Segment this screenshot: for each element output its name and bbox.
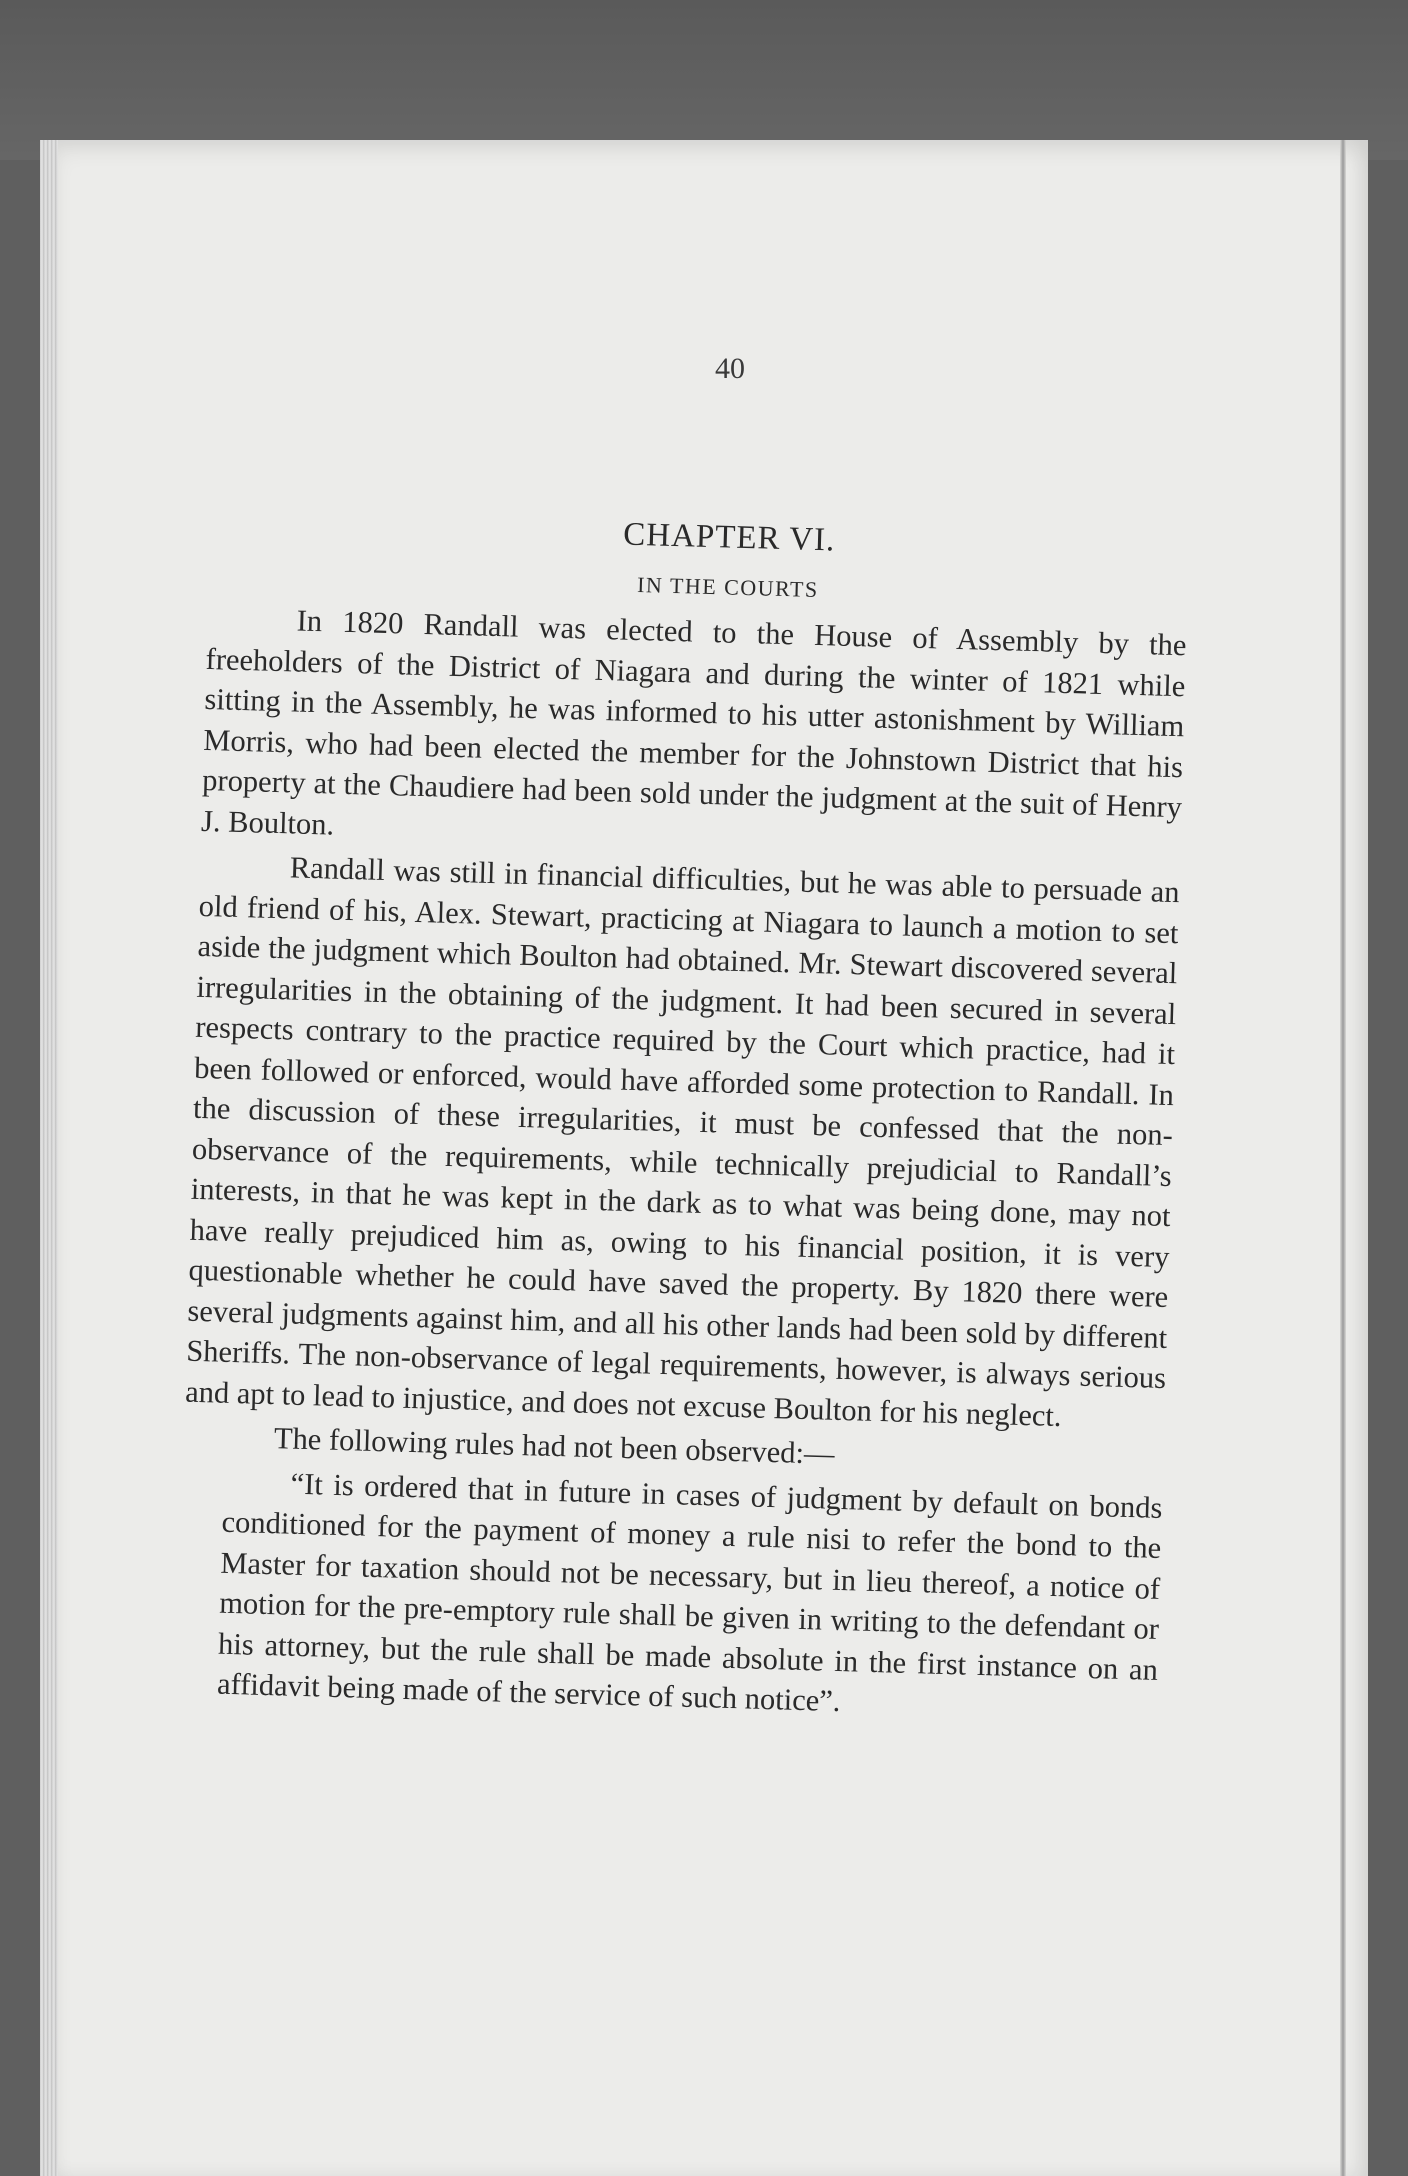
scan-background: [0, 0, 1408, 160]
chapter-title: CHAPTER VI.: [622, 516, 836, 559]
page-number: 40: [715, 352, 745, 385]
chapter-subtitle: IN THE COURTS: [636, 571, 820, 603]
paragraph: In 1820 Randall was elected to the House of Assembly by the freeholders of the District of Niagara and during the winter of 1821 while sitting in the Assembly, he was informed to his utter astonishment by William Morris, who had been elected the member for the Johnstown District that his property at the Chaudiere had been sold under the judgment at the suit of Henry J. Boulton.: [200, 603, 1187, 842]
paragraph: Randall was still in financial difficulties, but he was able to persuade an old friend of his, Alex. Stewart, practicing at Niagara to launch a motion to set aside the judgment which Boulton had obtained. Mr. Stewart discovered several irregularities in the obtaining of the judgment. It had been secured in several respects contrary to the practice required by the Court which practice, had it been followed or enforced, would have afforded some protection to Randall. In the discussion of these irregularities, it must be confessed that the non-observance of the requirements, while technically prejudicial to Randall’s interests, in that he was kept in the dark as to what was being done, may not have really prejudiced him as, owing to his financial position, it is very questionable whether he could have saved the property. By 1820 there were several judgments against him, and all his other lands had been sold by different Sheriffs. The non-observance of legal requirements, however, is always serious and apt to lead to injustice, and does not excuse Boulton for his neglect.: [184, 850, 1181, 1433]
page-stack-edge: [40, 140, 58, 2176]
paragraph: The following rules had not been observed:—: [273, 1421, 835, 1471]
block-quote: “It is ordered that in future in cases of judgment by default on bonds conditioned for the payment of money a rule nisi to refer the bond to the Master for taxation should not be necessary, but in lieu thereof, a notice of motion for the pre-emptory rule shall be given in writing to the defendant or his attorney, but the rule shall be made absolute in the first instance on an affidavit being made of the service of such notice”.: [216, 1466, 1163, 1719]
page-body: [177, 505, 1190, 1730]
page-gutter: [1340, 140, 1346, 2176]
